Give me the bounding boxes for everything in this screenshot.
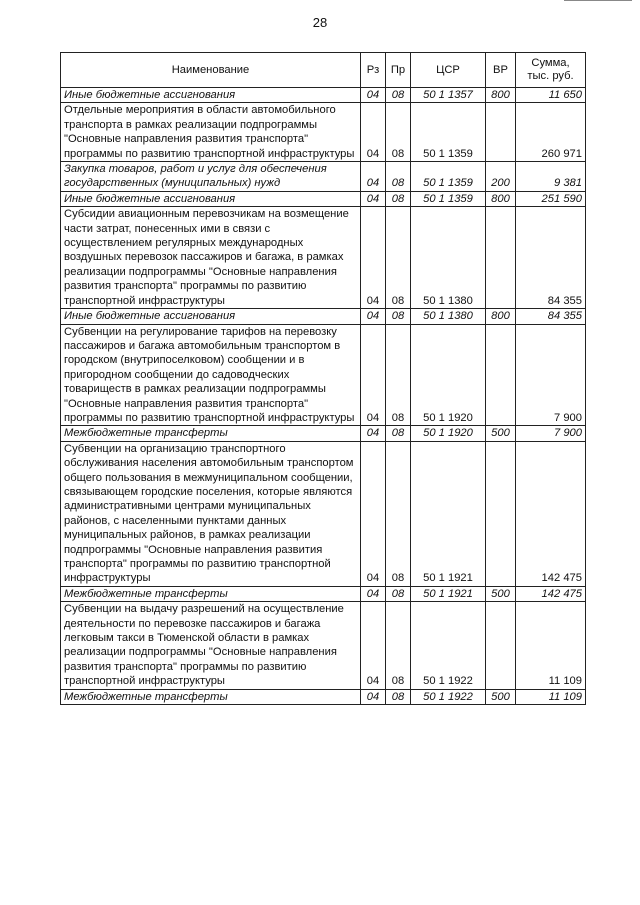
header-sum-line2: тыс. руб. — [527, 70, 574, 82]
row-vr: 500 — [486, 586, 516, 601]
row-csr: 50 1 1922 — [411, 602, 486, 689]
row-sum: 9 381 — [516, 162, 586, 192]
row-vr — [486, 324, 516, 426]
row-pr: 08 — [386, 324, 411, 426]
row-name: Субвенции на выдачу разрешений на осуществление деятельности по перевозке пассажиров и багажа легковым такси в Тюменской области в рамках реализации подпрограммы "Основные направления развития транспорта" программы по развитию транспортной инфраструктуры — [61, 602, 361, 689]
row-csr: 50 1 1357 — [411, 88, 486, 103]
row-rz: 04 — [361, 602, 386, 689]
row-sum: 11 109 — [516, 689, 586, 704]
table-row — [61, 191, 586, 206]
row-csr: 50 1 1359 — [411, 103, 486, 162]
row-name: Субвенции на организацию транспортного обслуживания населения автомобильным транспортом общего пользования в межмуниципальном сообщении, связывающем городские поселения, которые являются административными центрами муниципальных районов, с населенными пунктами данных муниципальных районов, в рамках реализации подпрограммы "Основные направления развития транспорта" программы по развитию транспортной инфраструктуры — [61, 441, 361, 586]
row-rz: 04 — [361, 162, 386, 192]
row-csr: 50 1 1920 — [411, 426, 486, 441]
table-row — [61, 162, 586, 192]
header-pr: Пр — [386, 53, 411, 88]
row-sum: 7 900 — [516, 324, 586, 426]
row-rz: 04 — [361, 441, 386, 586]
row-vr: 800 — [486, 191, 516, 206]
row-name: Межбюджетные трансферты — [61, 426, 361, 441]
table-row — [61, 586, 586, 601]
row-pr: 08 — [386, 441, 411, 586]
row-csr: 50 1 1920 — [411, 324, 486, 426]
row-sum: 84 355 — [516, 207, 586, 309]
row-pr: 08 — [386, 207, 411, 309]
header-vr: ВР — [486, 53, 516, 88]
table-header-row — [61, 53, 586, 88]
header-sum-line1: Сумма, — [531, 57, 570, 69]
table-row — [61, 103, 586, 162]
table-body — [61, 88, 586, 705]
header-rz: Рз — [361, 53, 386, 88]
row-name: Межбюджетные трансферты — [61, 586, 361, 601]
row-rz: 04 — [361, 103, 386, 162]
page-number: 28 — [312, 15, 328, 30]
row-vr — [486, 103, 516, 162]
row-pr: 08 — [386, 103, 411, 162]
row-csr: 50 1 1921 — [411, 586, 486, 601]
row-rz: 04 — [361, 309, 386, 324]
row-sum: 260 971 — [516, 103, 586, 162]
budget-table — [60, 52, 586, 705]
row-rz: 04 — [361, 207, 386, 309]
header-name: Наименование — [61, 53, 361, 88]
row-rz: 04 — [361, 586, 386, 601]
table-row — [61, 309, 586, 324]
table-row — [61, 207, 586, 309]
row-sum: 251 590 — [516, 191, 586, 206]
row-rz: 04 — [361, 324, 386, 426]
row-rz: 04 — [361, 191, 386, 206]
row-name: Иные бюджетные ассигнования — [61, 191, 361, 206]
row-vr: 500 — [486, 689, 516, 704]
row-name: Субсидии авиационным перевозчикам на возмещение части затрат, понесенных ими в связи с осуществлением регулярных международных воздушных перевозок пассажиров и багажа, в рамках реализации подпрограммы "Основные направления развития транспорта" программы по развитию транспортной инфраструктуры — [61, 207, 361, 309]
row-sum: 142 475 — [516, 441, 586, 586]
row-vr — [486, 602, 516, 689]
row-pr: 08 — [386, 426, 411, 441]
header-sum — [516, 53, 586, 88]
table-row — [61, 324, 586, 426]
table-row — [61, 88, 586, 103]
row-pr: 08 — [386, 586, 411, 601]
row-sum: 142 475 — [516, 586, 586, 601]
table-row — [61, 426, 586, 441]
row-pr: 08 — [386, 689, 411, 704]
row-name: Иные бюджетные ассигнования — [61, 309, 361, 324]
row-name: Субвенции на регулирование тарифов на перевозку пассажиров и багажа автомобильным транспортом в городском (внутрипоселковом) сообщении и в пригородном сообщении до садоводческих товариществ в рамках реализации подпрограммы "Основные направления развития транспорта" программы по развитию транспортной инфраструктуры — [61, 324, 361, 426]
row-pr: 08 — [386, 309, 411, 324]
row-sum: 11 650 — [516, 88, 586, 103]
row-name: Межбюджетные трансферты — [61, 689, 361, 704]
row-pr: 08 — [386, 602, 411, 689]
row-vr: 800 — [486, 88, 516, 103]
row-vr: 800 — [486, 309, 516, 324]
row-rz: 04 — [361, 88, 386, 103]
row-rz: 04 — [361, 426, 386, 441]
row-csr: 50 1 1359 — [411, 191, 486, 206]
row-vr: 500 — [486, 426, 516, 441]
row-name: Закупка товаров, работ и услуг для обеспечения государственных (муниципальных) нужд — [61, 162, 361, 192]
row-csr: 50 1 1922 — [411, 689, 486, 704]
row-vr: 200 — [486, 162, 516, 192]
row-pr: 08 — [386, 162, 411, 192]
row-sum: 7 900 — [516, 426, 586, 441]
row-csr: 50 1 1380 — [411, 207, 486, 309]
row-csr: 50 1 1359 — [411, 162, 486, 192]
row-rz: 04 — [361, 689, 386, 704]
table-row — [61, 689, 586, 704]
row-pr: 08 — [386, 88, 411, 103]
table-row — [61, 441, 586, 586]
row-vr — [486, 207, 516, 309]
row-sum: 84 355 — [516, 309, 586, 324]
table-row — [61, 602, 586, 689]
scan-edge-mark — [564, 0, 632, 1]
row-csr: 50 1 1380 — [411, 309, 486, 324]
row-pr: 08 — [386, 191, 411, 206]
row-sum: 11 109 — [516, 602, 586, 689]
header-csr: ЦСР — [411, 53, 486, 88]
row-name: Отдельные мероприятия в области автомобильного транспорта в рамках реализации подпрограммы "Основные направления развития транспорта" программы по развитию транспортной инфраструктуры — [61, 103, 361, 162]
row-vr — [486, 441, 516, 586]
row-csr: 50 1 1921 — [411, 441, 486, 586]
row-name: Иные бюджетные ассигнования — [61, 88, 361, 103]
